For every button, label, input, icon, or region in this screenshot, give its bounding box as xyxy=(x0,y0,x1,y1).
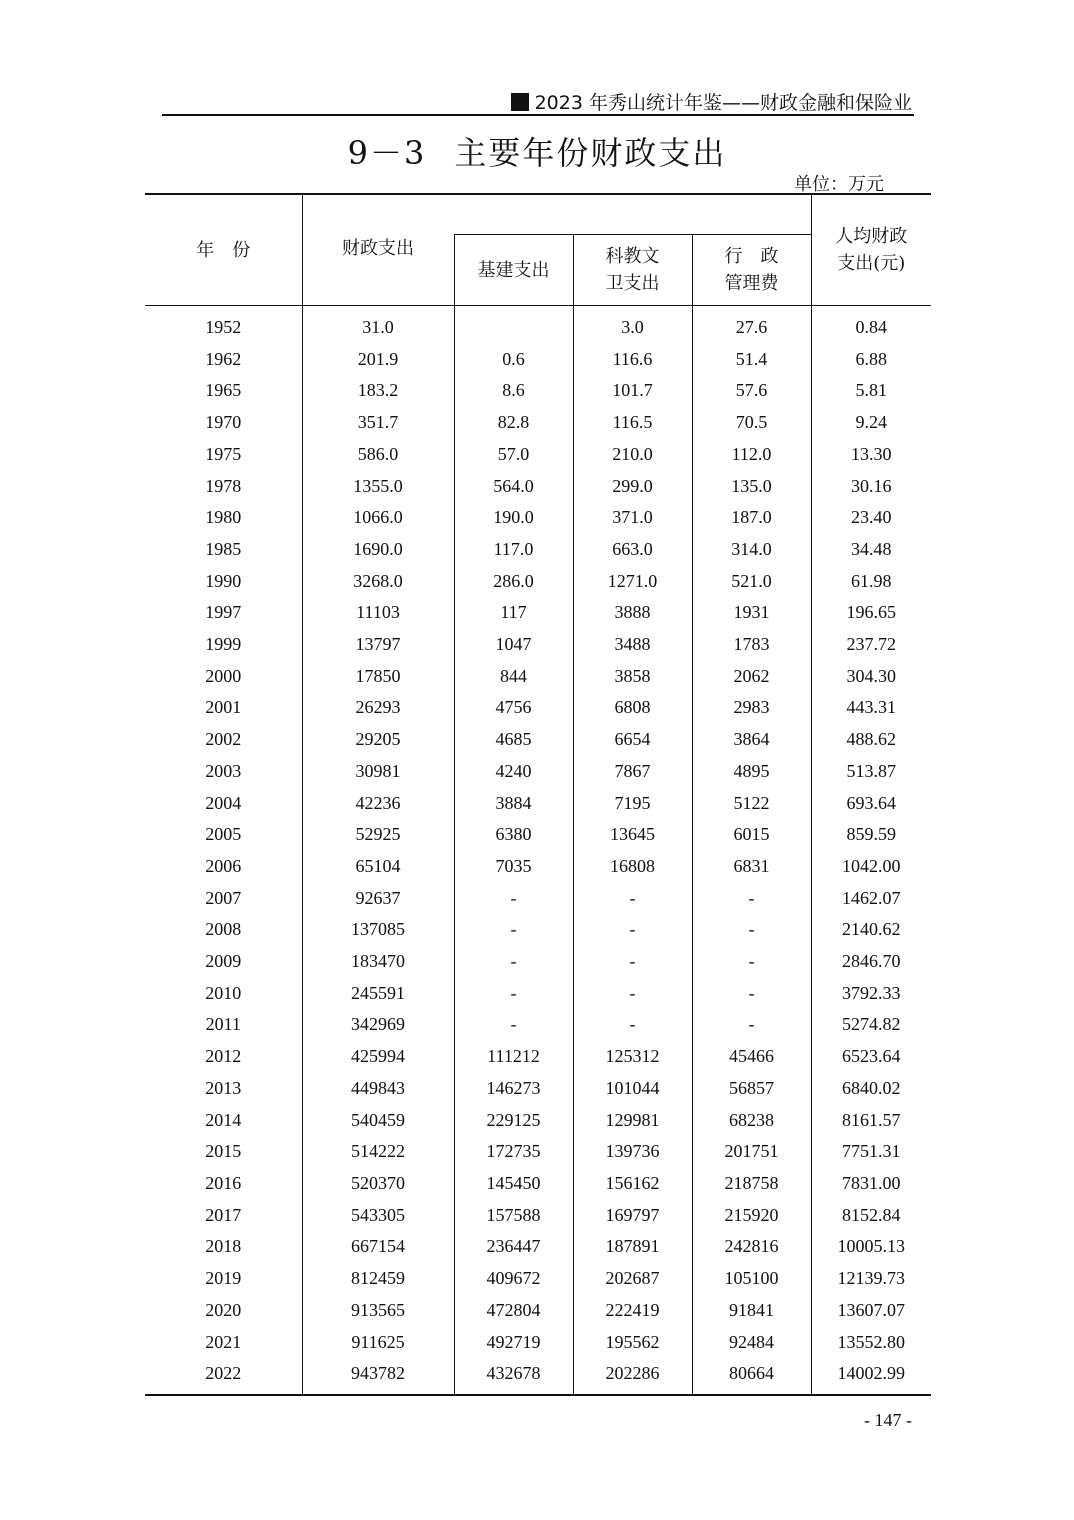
cell-total: 911625 xyxy=(302,1327,454,1359)
cell-infrastructure: - xyxy=(454,883,573,915)
table-row xyxy=(145,534,931,566)
cell-year: 2002 xyxy=(205,729,242,750)
cell-per-capita: 196.65 xyxy=(811,597,931,629)
cell-science-education: 116.6 xyxy=(573,344,692,376)
header-science-education: 科教文 卫支出 xyxy=(573,235,692,306)
cell-per-capita: 513.87 xyxy=(811,756,931,788)
table-row xyxy=(145,946,931,978)
cell-year: 2005 xyxy=(205,824,242,845)
cell-total: 31.0 xyxy=(302,306,454,344)
cell-per-capita: 2846.70 xyxy=(811,946,931,978)
cell-per-capita: 1462.07 xyxy=(811,883,931,915)
cell-year: 2010 xyxy=(205,982,242,1003)
cell-year: 2013 xyxy=(205,1077,242,1098)
cell-per-capita: 5.81 xyxy=(811,375,931,407)
cell-infrastructure: 4685 xyxy=(454,724,573,756)
cell-administration: 56857 xyxy=(692,1073,811,1105)
cell-infrastructure: 82.8 xyxy=(454,407,573,439)
table-row xyxy=(145,1009,931,1041)
table-row xyxy=(145,502,931,534)
cell-year: 1965 xyxy=(205,380,242,401)
cell-per-capita: 0.84 xyxy=(811,306,931,344)
cell-total: 1690.0 xyxy=(302,534,454,566)
table-number: 9－3 xyxy=(347,134,427,172)
cell-science-education: 1271.0 xyxy=(573,566,692,598)
cell-science-education: 299.0 xyxy=(573,471,692,503)
table-row xyxy=(145,692,931,724)
cell-administration: 57.6 xyxy=(692,375,811,407)
cell-per-capita: 8152.84 xyxy=(811,1200,931,1232)
unit-label: 单位：万元 xyxy=(794,174,884,195)
cell-infrastructure: 111212 xyxy=(454,1041,573,1073)
table-row xyxy=(145,375,931,407)
cell-science-education: 116.5 xyxy=(573,407,692,439)
cell-administration: 314.0 xyxy=(692,534,811,566)
cell-administration: - xyxy=(692,1009,811,1041)
cell-infrastructure: 157588 xyxy=(454,1200,573,1232)
cell-per-capita: 6.88 xyxy=(811,344,931,376)
cell-administration: 92484 xyxy=(692,1327,811,1359)
cell-administration: 242816 xyxy=(692,1231,811,1263)
cell-administration: 112.0 xyxy=(692,439,811,471)
cell-year: 1970 xyxy=(205,412,242,433)
cell-science-education: 6808 xyxy=(573,692,692,724)
cell-science-education: - xyxy=(573,978,692,1010)
table-row xyxy=(145,1200,931,1232)
cell-per-capita: 8161.57 xyxy=(811,1105,931,1137)
cell-infrastructure: 57.0 xyxy=(454,439,573,471)
cell-year: 1999 xyxy=(205,634,242,655)
cell-total: 17850 xyxy=(302,661,454,693)
cell-year: 1980 xyxy=(205,507,242,528)
cell-infrastructure: 6380 xyxy=(454,819,573,851)
cell-total: 342969 xyxy=(302,1009,454,1041)
cell-infrastructure: 190.0 xyxy=(454,502,573,534)
header-infrastructure: 基建支出 xyxy=(454,235,573,306)
cell-total: 26293 xyxy=(302,692,454,724)
cell-infrastructure: 3884 xyxy=(454,788,573,820)
table-title-text: 主要年份财政支出 xyxy=(454,134,727,172)
cell-total: 65104 xyxy=(302,851,454,883)
table-row xyxy=(145,471,931,503)
table-row xyxy=(145,1327,931,1359)
cell-science-education: 3888 xyxy=(573,597,692,629)
cell-year: 2017 xyxy=(205,1204,242,1225)
cell-per-capita: 693.64 xyxy=(811,788,931,820)
cell-year: 2021 xyxy=(205,1331,242,1352)
cell-administration: - xyxy=(692,883,811,915)
table-row xyxy=(145,1073,931,1105)
cell-science-education: - xyxy=(573,914,692,946)
cell-total: 812459 xyxy=(302,1263,454,1295)
cell-administration: 6015 xyxy=(692,819,811,851)
cell-science-education: 222419 xyxy=(573,1295,692,1327)
cell-administration: 27.6 xyxy=(692,306,811,344)
cell-total: 183470 xyxy=(302,946,454,978)
cell-year: 1990 xyxy=(205,570,242,591)
cell-administration: 187.0 xyxy=(692,502,811,534)
cell-science-education: 7195 xyxy=(573,788,692,820)
table-row xyxy=(145,788,931,820)
cell-total: 667154 xyxy=(302,1231,454,1263)
cell-science-education: 195562 xyxy=(573,1327,692,1359)
cell-per-capita: 488.62 xyxy=(811,724,931,756)
table-row xyxy=(145,851,931,883)
cell-science-education: 3.0 xyxy=(573,306,692,344)
cell-administration: 4895 xyxy=(692,756,811,788)
cell-per-capita: 6523.64 xyxy=(811,1041,931,1073)
cell-year: 2011 xyxy=(205,1014,241,1035)
table-row xyxy=(145,439,931,471)
cell-infrastructure: 7035 xyxy=(454,851,573,883)
table-row xyxy=(145,1231,931,1263)
cell-per-capita: 443.31 xyxy=(811,692,931,724)
cell-administration: 6831 xyxy=(692,851,811,883)
cell-infrastructure: 146273 xyxy=(454,1073,573,1105)
cell-total: 30981 xyxy=(302,756,454,788)
cell-per-capita: 2140.62 xyxy=(811,914,931,946)
header-year: 年 份 xyxy=(196,239,251,261)
table-row xyxy=(145,819,931,851)
cell-total: 11103 xyxy=(302,597,454,629)
cell-total: 913565 xyxy=(302,1295,454,1327)
cell-year: 2022 xyxy=(205,1363,242,1384)
cell-administration: 218758 xyxy=(692,1168,811,1200)
table-row xyxy=(145,1168,931,1200)
cell-infrastructure: 229125 xyxy=(454,1105,573,1137)
cell-total: 183.2 xyxy=(302,375,454,407)
cell-year: 1962 xyxy=(205,348,242,369)
cell-science-education: 3858 xyxy=(573,661,692,693)
cell-per-capita: 859.59 xyxy=(811,819,931,851)
cell-year: 2012 xyxy=(205,1046,242,1067)
cell-administration: 70.5 xyxy=(692,407,811,439)
cell-administration: 521.0 xyxy=(692,566,811,598)
header-total: 财政支出 xyxy=(302,194,454,306)
cell-year: 2000 xyxy=(205,665,242,686)
cell-per-capita: 12139.73 xyxy=(811,1263,931,1295)
cell-science-education: 13645 xyxy=(573,819,692,851)
table-row xyxy=(145,883,931,915)
cell-infrastructure: 844 xyxy=(454,661,573,693)
table-row xyxy=(145,344,931,376)
cell-science-education: 129981 xyxy=(573,1105,692,1137)
cell-infrastructure xyxy=(454,306,573,344)
cell-total: 201.9 xyxy=(302,344,454,376)
cell-science-education: 202286 xyxy=(573,1358,692,1395)
cell-infrastructure: 145450 xyxy=(454,1168,573,1200)
cell-infrastructure: 117.0 xyxy=(454,534,573,566)
cell-administration: 135.0 xyxy=(692,471,811,503)
cell-administration: - xyxy=(692,914,811,946)
cell-infrastructure: 492719 xyxy=(454,1327,573,1359)
table-row xyxy=(145,597,931,629)
cell-per-capita: 7751.31 xyxy=(811,1136,931,1168)
cell-per-capita: 13607.07 xyxy=(811,1295,931,1327)
cell-infrastructure: 432678 xyxy=(454,1358,573,1395)
cell-per-capita: 9.24 xyxy=(811,407,931,439)
cell-administration: 1931 xyxy=(692,597,811,629)
table-row xyxy=(145,1263,931,1295)
header-breakdown-group xyxy=(454,194,811,235)
cell-administration: - xyxy=(692,978,811,1010)
cell-total: 540459 xyxy=(302,1105,454,1137)
cell-per-capita: 10005.13 xyxy=(811,1231,931,1263)
cell-year: 2004 xyxy=(205,792,242,813)
table-row xyxy=(145,566,931,598)
cell-science-education: 156162 xyxy=(573,1168,692,1200)
cell-total: 586.0 xyxy=(302,439,454,471)
cell-infrastructure: - xyxy=(454,978,573,1010)
cell-science-education: 7867 xyxy=(573,756,692,788)
cell-infrastructure: 172735 xyxy=(454,1136,573,1168)
cell-year: 2008 xyxy=(205,919,242,940)
running-header xyxy=(162,86,914,116)
cell-year: 1975 xyxy=(205,443,242,464)
cell-infrastructure: 472804 xyxy=(454,1295,573,1327)
cell-year: 2009 xyxy=(205,951,242,972)
cell-infrastructure: - xyxy=(454,914,573,946)
running-header-label: 2023 年秀山统计年鉴——财政金融和保险业 xyxy=(534,92,912,114)
cell-administration: 5122 xyxy=(692,788,811,820)
cell-infrastructure: 4240 xyxy=(454,756,573,788)
cell-year: 2003 xyxy=(205,760,242,781)
cell-infrastructure: 1047 xyxy=(454,629,573,661)
cell-per-capita: 61.98 xyxy=(811,566,931,598)
cell-total: 137085 xyxy=(302,914,454,946)
cell-year: 1997 xyxy=(205,602,242,623)
cell-administration: 80664 xyxy=(692,1358,811,1395)
cell-year: 2006 xyxy=(205,855,242,876)
cell-per-capita: 14002.99 xyxy=(811,1358,931,1395)
table-row xyxy=(145,407,931,439)
cell-year: 2015 xyxy=(205,1141,242,1162)
cell-per-capita: 3792.33 xyxy=(811,978,931,1010)
cell-infrastructure: 8.6 xyxy=(454,375,573,407)
cell-total: 449843 xyxy=(302,1073,454,1105)
table-row xyxy=(145,756,931,788)
table-row xyxy=(145,1136,931,1168)
cell-infrastructure: 564.0 xyxy=(454,471,573,503)
cell-science-education: 663.0 xyxy=(573,534,692,566)
cell-per-capita: 13552.80 xyxy=(811,1327,931,1359)
cell-science-education: 210.0 xyxy=(573,439,692,471)
cell-total: 42236 xyxy=(302,788,454,820)
cell-total: 3268.0 xyxy=(302,566,454,598)
cell-administration: 45466 xyxy=(692,1041,811,1073)
cell-science-education: 3488 xyxy=(573,629,692,661)
square-bullet-icon xyxy=(511,93,529,111)
cell-science-education: 101.7 xyxy=(573,375,692,407)
cell-year: 2018 xyxy=(205,1236,242,1257)
cell-total: 92637 xyxy=(302,883,454,915)
cell-per-capita: 34.48 xyxy=(811,534,931,566)
cell-administration: 91841 xyxy=(692,1295,811,1327)
table-row xyxy=(145,1041,931,1073)
cell-year: 2001 xyxy=(205,697,242,718)
header-administration: 行 政 管理费 xyxy=(692,235,811,306)
cell-per-capita: 304.30 xyxy=(811,661,931,693)
cell-per-capita: 30.16 xyxy=(811,471,931,503)
table-row xyxy=(145,978,931,1010)
cell-administration: 2062 xyxy=(692,661,811,693)
cell-total: 13797 xyxy=(302,629,454,661)
cell-year: 2016 xyxy=(205,1172,242,1193)
cell-science-education: 16808 xyxy=(573,851,692,883)
cell-year: 1985 xyxy=(205,538,242,559)
cell-infrastructure: 286.0 xyxy=(454,566,573,598)
cell-per-capita: 7831.00 xyxy=(811,1168,931,1200)
table-row xyxy=(145,1295,931,1327)
cell-infrastructure: 236447 xyxy=(454,1231,573,1263)
table-row xyxy=(145,914,931,946)
table-row xyxy=(145,724,931,756)
cell-infrastructure: - xyxy=(454,1009,573,1041)
cell-administration: 68238 xyxy=(692,1105,811,1137)
cell-science-education: - xyxy=(573,883,692,915)
cell-total: 245591 xyxy=(302,978,454,1010)
cell-administration: 105100 xyxy=(692,1263,811,1295)
cell-total: 351.7 xyxy=(302,407,454,439)
expenditure-table xyxy=(145,193,931,1396)
cell-administration: 2983 xyxy=(692,692,811,724)
table-title xyxy=(0,128,1074,174)
table-row xyxy=(145,661,931,693)
table-row xyxy=(145,306,931,344)
cell-year: 2020 xyxy=(205,1299,242,1320)
table-row xyxy=(145,1358,931,1395)
cell-total: 425994 xyxy=(302,1041,454,1073)
cell-science-education: 101044 xyxy=(573,1073,692,1105)
cell-total: 1355.0 xyxy=(302,471,454,503)
cell-per-capita: 1042.00 xyxy=(811,851,931,883)
cell-infrastructure: 409672 xyxy=(454,1263,573,1295)
table-body xyxy=(145,306,931,1395)
cell-total: 543305 xyxy=(302,1200,454,1232)
cell-year: 2014 xyxy=(205,1109,242,1130)
cell-science-education: - xyxy=(573,946,692,978)
cell-administration: 3864 xyxy=(692,724,811,756)
cell-per-capita: 6840.02 xyxy=(811,1073,931,1105)
table-row xyxy=(145,629,931,661)
page-number: - 147 - xyxy=(864,1410,912,1430)
cell-infrastructure: 4756 xyxy=(454,692,573,724)
cell-science-education: 371.0 xyxy=(573,502,692,534)
cell-science-education: 125312 xyxy=(573,1041,692,1073)
cell-administration: - xyxy=(692,946,811,978)
cell-science-education: - xyxy=(573,1009,692,1041)
header-per-capita: 人均财政 支出(元) xyxy=(811,194,931,306)
cell-administration: 201751 xyxy=(692,1136,811,1168)
cell-per-capita: 13.30 xyxy=(811,439,931,471)
cell-total: 1066.0 xyxy=(302,502,454,534)
cell-science-education: 202687 xyxy=(573,1263,692,1295)
cell-per-capita: 23.40 xyxy=(811,502,931,534)
cell-infrastructure: 117 xyxy=(454,597,573,629)
cell-per-capita: 237.72 xyxy=(811,629,931,661)
cell-total: 943782 xyxy=(302,1358,454,1395)
cell-total: 52925 xyxy=(302,819,454,851)
table-header xyxy=(145,194,931,306)
cell-science-education: 169797 xyxy=(573,1200,692,1232)
cell-year: 2007 xyxy=(205,887,242,908)
cell-total: 514222 xyxy=(302,1136,454,1168)
cell-science-education: 6654 xyxy=(573,724,692,756)
cell-administration: 215920 xyxy=(692,1200,811,1232)
cell-per-capita: 5274.82 xyxy=(811,1009,931,1041)
cell-year: 1952 xyxy=(205,317,242,337)
cell-year: 1978 xyxy=(205,475,242,496)
cell-administration: 1783 xyxy=(692,629,811,661)
cell-total: 29205 xyxy=(302,724,454,756)
cell-administration: 51.4 xyxy=(692,344,811,376)
cell-year: 2019 xyxy=(205,1268,242,1289)
cell-science-education: 139736 xyxy=(573,1136,692,1168)
table-row xyxy=(145,1105,931,1137)
running-header-text xyxy=(511,88,912,115)
cell-infrastructure: 0.6 xyxy=(454,344,573,376)
cell-total: 520370 xyxy=(302,1168,454,1200)
cell-science-education: 187891 xyxy=(573,1231,692,1263)
cell-infrastructure: - xyxy=(454,946,573,978)
